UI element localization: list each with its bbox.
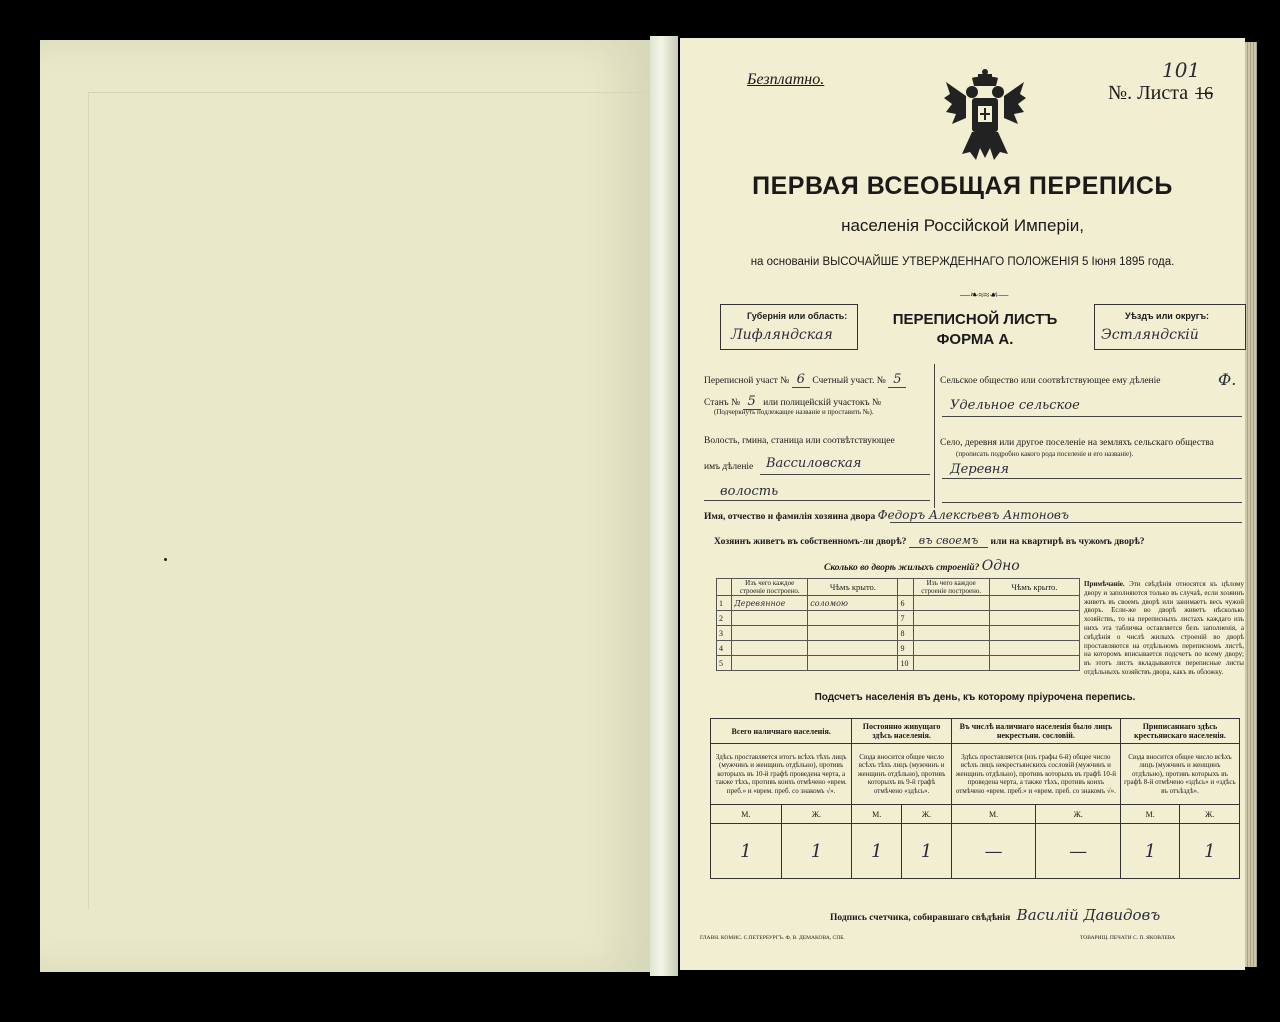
col-registered-peasant-title: Приписаннаго здѣсь крестьянскаго населенія.: [1120, 719, 1239, 744]
free-label: Безплатно.: [747, 71, 825, 88]
material-cell: [913, 656, 989, 671]
census-area-value: 6: [792, 372, 810, 388]
signature-row: [830, 906, 1160, 924]
col-non-peasant-desc: Здѣсь проставляется (изъ графы 6-й) общее число всѣхъ лицъ некрестьянскихъ сословій (мужчинъ и женщинъ отдѣльно), противъ которыхъ въ графѣ 10-й проведена черта, а также тѣхъ, противъ коихъ отмѣчено «врем. преб.» и «врем. преб. со знакомъ √».: [951, 744, 1120, 805]
owner-lives-label: Хозяинъ живетъ въ собственномъ-ли дворѣ?: [714, 537, 907, 547]
roof-cell: [989, 611, 1079, 626]
village-underline-2: [942, 502, 1242, 503]
note-label: Примѣчаніе.: [1084, 580, 1125, 588]
ink-dot: [164, 558, 167, 561]
row-number: 1: [717, 596, 732, 611]
volost-value: Вассиловская: [766, 456, 862, 471]
volost-underline: [760, 474, 930, 475]
material-cell: Деревянное: [732, 596, 808, 611]
sheet-number: [1108, 82, 1213, 105]
male-label: М.: [711, 805, 782, 824]
col-permanent-desc: Сюда вносится общее число всѣхъ тѣхъ лицъ (мужчинъ и женщинъ отдѣльно), противъ которыхъ въ 9-й графѣ отмѣчено «здѣсь».: [852, 744, 952, 805]
female-label: Ж.: [1180, 805, 1240, 824]
imperial-eagle-icon: [942, 68, 1028, 164]
col-total-present-title: Всего наличнаго населенія.: [711, 719, 852, 744]
male-label: М.: [1120, 805, 1180, 824]
buildings-col-material: Изъ чего каждое строеніе построено.: [732, 579, 808, 596]
table-row: [717, 611, 1080, 626]
registered-peasant-female: 1: [1180, 824, 1240, 879]
owner-lives-value: въ своемъ: [909, 534, 988, 548]
permanent-female: 1: [902, 824, 952, 879]
permanent-male: 1: [852, 824, 902, 879]
table-row: [717, 596, 1080, 611]
stan-label: Станъ №: [704, 398, 741, 408]
society-label: Сельское общество или соотвѣтствующее ему дѣленіе: [940, 376, 1161, 386]
form-letter-title: ФОРМА А.: [936, 331, 1014, 348]
note-text: Эти свѣдѣнія относятся къ цѣлому двору и заполняются только въ случаѣ, если хозяинъ живетъ въ своемъ дворѣ или занимаетъ весь чужой дворъ. Если-же во дворѣ живетъ нѣсколько хозяйствъ, то на переписныхъ листахъ каждаго изъ нихъ эта табличка оставляется безъ заполненія, а свѣдѣнія о числѣ жилыхъ строеній во дворѣ проставляются на отдѣльномъ переписномъ листѣ, на которомъ вписывается подсчетъ по всему двору; въ этотъ листъ вкладываются переписные листы отдѣльныхъ хозяйствъ двора, какъ въ обложку.: [1084, 580, 1244, 676]
material-cell: [732, 641, 808, 656]
left-page-faint-table: [88, 92, 650, 910]
uezd-box: [1094, 304, 1246, 350]
owner-name-underline: [890, 522, 1242, 523]
left-page-blank: [40, 40, 650, 972]
material-cell: [732, 626, 808, 641]
census-area-row: [704, 372, 930, 387]
form-main-title: ПЕРВАЯ ВСЕОБЩАЯ ПЕРЕПИСЬ: [752, 172, 1173, 200]
buildings-col-roof-2: Чѣмъ крыто.: [989, 579, 1079, 596]
form-type-title: [860, 310, 1090, 350]
row-number: 9: [898, 641, 913, 656]
total-present-male: 1: [711, 824, 782, 879]
owner-name-value: Федоръ Алексѣевъ Антоновъ: [877, 508, 1069, 522]
imprint-right: ТОВАРИЩ. ПЕЧАТИ С. П. ЯКОВЛЕВА: [1080, 935, 1176, 941]
open-census-book: [30, 32, 1260, 977]
row-number: 4: [717, 641, 732, 656]
uezd-value: Эстляндскій: [1101, 327, 1199, 343]
col-total-present-desc: Здѣсь проставляется итогъ всѣхъ тѣхъ лицъ (мужчинъ и женщинъ отдѣльно), противъ которыхъ въ 10-й графѣ проведена черта, а также тѣхъ, противъ коихъ отмѣчено «врем. преб.» и «врем. преб. со знакомъ √».: [711, 744, 852, 805]
census-form-page: [680, 38, 1245, 970]
roof-cell: [808, 656, 898, 671]
roof-cell: [989, 641, 1079, 656]
roof-cell: [808, 626, 898, 641]
material-cell: [732, 656, 808, 671]
material-cell: [913, 641, 989, 656]
volost-value-2: волость: [720, 484, 779, 499]
buildings-col-roof: Чѣмъ крыто.: [808, 579, 898, 596]
society-value-2: Удельное сельское: [950, 398, 1080, 413]
table-row: [717, 626, 1080, 641]
uezd-label: Уѣздъ или округъ:: [1125, 311, 1210, 321]
society-value: Ф.: [1218, 370, 1237, 389]
population-count-heading: Подсчетъ населенія въ день, къ которому пріурочена перепись.: [814, 692, 1136, 703]
form-sheet-title: ПЕРЕПИСНОЙ ЛИСТЪ: [892, 311, 1058, 328]
ornament-divider: —❧≈≈☙—: [960, 290, 1009, 301]
volost-underline-2: [704, 500, 930, 501]
female-label: Ж.: [902, 805, 952, 824]
stan-value: 5: [743, 394, 761, 410]
sheet-number-struck: 16: [1195, 83, 1214, 103]
volost-label-2: имъ дѣленіе: [704, 462, 754, 472]
buildings-col-material-2: Изъ чего каждое строеніе построено.: [913, 579, 989, 596]
village-value: Деревня: [950, 462, 1010, 477]
roof-cell: [808, 611, 898, 626]
count-area-value: 5: [888, 372, 906, 388]
table-row: [717, 641, 1080, 656]
roof-cell: [989, 656, 1079, 671]
sheet-number-handwritten: 101: [1162, 58, 1201, 82]
owner-name-label: Имя, отчество и фамилія хозяина двора: [704, 512, 876, 522]
row-number: 10: [898, 656, 913, 671]
signature-label: Подпись счетчика, собиравшаго свѣдѣнія: [830, 913, 1011, 923]
col-permanent-title: Постоянно живущаго здѣсь населенія.: [852, 719, 952, 744]
village-label: Село, деревня или другое поселеніе на земляхъ сельскаго общества: [940, 438, 1214, 448]
village-underline: [942, 478, 1242, 479]
owner-name-row: [704, 508, 1244, 522]
col-non-peasant-title: Въ числѣ наличнаго населенія было лицъ некрестьян. сословій.: [951, 719, 1120, 744]
row-number: 5: [717, 656, 732, 671]
non-peasant-male: —: [951, 824, 1036, 879]
material-cell: [913, 596, 989, 611]
registered-peasant-male: 1: [1120, 824, 1180, 879]
book-gutter: [650, 36, 678, 976]
owner-lives-row: [714, 534, 1244, 547]
sheet-label: №. Листа: [1108, 82, 1189, 104]
roof-cell: соломою: [808, 596, 898, 611]
buildings-label: Сколько во дворѣ жилыхъ строеній?: [824, 563, 980, 573]
gubernia-label: Губернія или область:: [747, 311, 848, 321]
form-subtitle: населенія Россійской Имперіи,: [841, 216, 1084, 235]
buildings-row: [824, 558, 1124, 574]
material-cell: [913, 611, 989, 626]
society-underline: [942, 416, 1242, 417]
roof-cell: [989, 626, 1079, 641]
total-present-female: 1: [781, 824, 852, 879]
material-cell: [913, 626, 989, 641]
roof-cell: [808, 641, 898, 656]
volost-label: Волость, гмина, станица или соотвѣтствующее: [704, 436, 895, 446]
col-registered-peasant-desc: Сюда вносится общее число всѣхъ лицъ (мужчинъ и женщинъ отдѣльно), противъ которыхъ въ графѣ 8-й отмѣчено «здѣсь» и «здѣсь въ отъѣздѣ».: [1120, 744, 1239, 805]
male-label: М.: [852, 805, 902, 824]
stan-note: (Подчеркнуть подлежащее названіе и проставить №).: [714, 408, 874, 416]
row-number: 7: [898, 611, 913, 626]
table-row: [717, 656, 1080, 671]
buildings-note: [1084, 580, 1244, 677]
gubernia-value: Лифляндская: [731, 327, 833, 343]
buildings-value: Одно: [981, 558, 1020, 574]
female-label: Ж.: [781, 805, 852, 824]
enumerator-signature: Василій Давидовъ: [1016, 906, 1161, 924]
form-decree-line: на основаніи ВЫСОЧАЙШЕ УТВЕРЖДЕННАГО ПОЛОЖЕНІЯ 5 Іюня 1895 года.: [750, 256, 1175, 268]
census-area-label: Переписной участ №: [704, 376, 790, 386]
male-label: М.: [951, 805, 1036, 824]
fields-divider: [934, 364, 935, 508]
buildings-table: [716, 578, 1080, 671]
stan-row: [704, 394, 930, 409]
village-note: (прописать подробно какого рода поселеніе и его названіе).: [956, 450, 1134, 458]
police-area-label: или полицейскій участокъ №: [763, 398, 882, 408]
page-edges: [1245, 42, 1257, 967]
row-number: 6: [898, 596, 913, 611]
row-number: 2: [717, 611, 732, 626]
row-number: 3: [717, 626, 732, 641]
roof-cell: [989, 596, 1079, 611]
material-cell: [732, 611, 808, 626]
gubernia-box: [720, 304, 858, 350]
owner-lives-label-2: или на квартирѣ въ чужомъ дворѣ?: [990, 537, 1145, 547]
count-area-label: Счетный участ. №: [812, 376, 886, 386]
non-peasant-female: —: [1036, 824, 1121, 879]
row-number: 8: [898, 626, 913, 641]
imprint-left: ГЛАВН. КОМИС. С.ПЕТЕРБУРГЪ. Ф. В. ДЕМАКОВА, СПБ.: [700, 935, 845, 941]
population-count-table: [710, 718, 1240, 879]
female-label: Ж.: [1036, 805, 1121, 824]
